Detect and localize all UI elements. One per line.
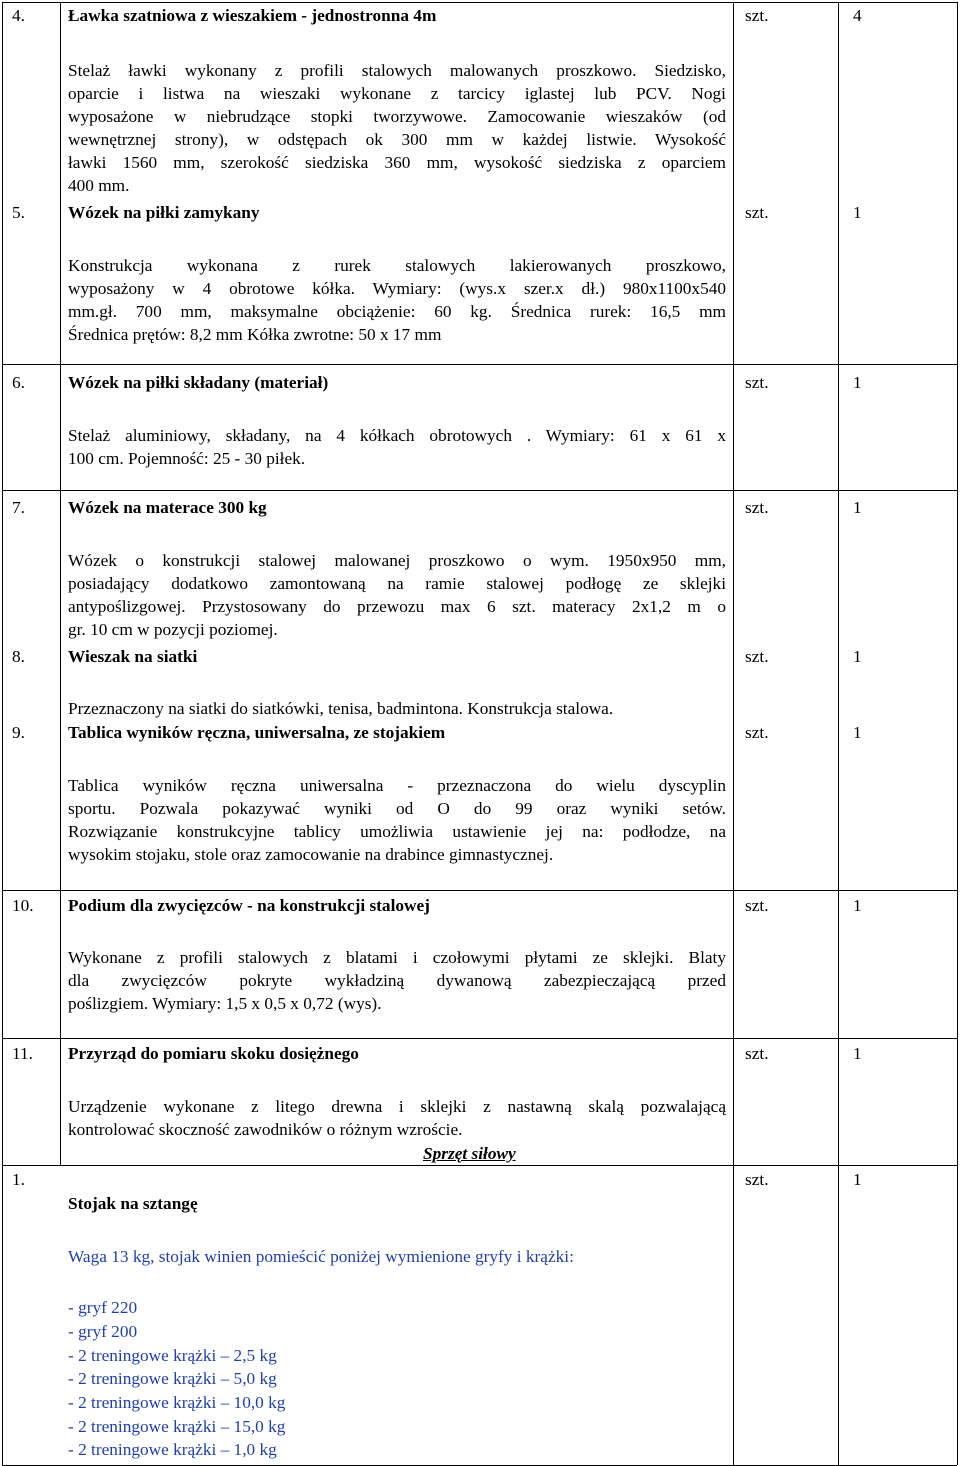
item-unit: szt. — [745, 373, 769, 392]
item-description-line: antypoślizgowej. Przystosowany do przewozu max 6 szt. materacy 2x1,2 m o — [68, 597, 726, 616]
table-divider-unit — [733, 2, 734, 1465]
item-description-line: Rozwiązanie konstrukcyjne tablicy umożliwia ustawienie jej na: podłodze, na — [68, 822, 726, 841]
item-number: 4. — [12, 6, 25, 25]
item-description-line: Przeznaczony na siatki do siatkówki, tenisa, badmintona. Konstrukcja stalowa. — [68, 699, 614, 718]
item-number: 7. — [12, 498, 25, 517]
item-description-line: sportu. Pozwala pokazywać wyniki od O do 99 oraz wyniki setów. — [68, 799, 726, 818]
item-unit: szt. — [745, 498, 769, 517]
item-description-line: ławki 1560 mm, szerokość siedziska 360 mm, wysokość siedziska z oparciem — [68, 153, 726, 172]
section-title: Sprzęt siłowy — [423, 1144, 516, 1163]
item-description-line: Wykonane z profili stalowych z blatami i czołowymi płytami ze sklejki. Blaty — [68, 948, 726, 967]
item-quantity: 1 — [853, 647, 862, 666]
item-description-line: 400 mm. — [68, 176, 130, 195]
item-number: 11. — [12, 1044, 33, 1063]
table-border-left — [2, 2, 3, 1465]
table-border-top — [2, 2, 957, 3]
list-item: - 2 treningowe krążki – 1,0 kg — [68, 1440, 277, 1459]
item-number: 6. — [12, 373, 25, 392]
item-description-line: oparcie i listwa na wieszaki wykonane z tarcicy iglastej lub PCV. Nogi — [68, 84, 726, 103]
item-number: 10. — [12, 896, 34, 915]
item-number: 1. — [12, 1170, 25, 1189]
list-item: - gryf 200 — [68, 1322, 138, 1341]
list-item: - 2 treningowe krążki – 5,0 kg — [68, 1369, 277, 1388]
item-description-line: dla zwycięzców pokryte wykładziną dywanową zabezpieczającą przed — [68, 971, 726, 990]
item-description-line: gr. 10 cm w pozycji poziomej. — [68, 620, 278, 639]
item-description-line: mm.gł. 700 mm, maksymalne obciążenie: 60 kg. Średnica rurek: 16,5 mm — [68, 302, 726, 321]
table-divider-number — [60, 2, 61, 1165]
item-title: Tablica wyników ręczna, uniwersalna, ze stojakiem — [68, 723, 446, 742]
item-number: 5. — [12, 203, 25, 222]
item-title: Ławka szatniowa z wieszakiem - jednostronna 4m — [68, 6, 437, 25]
item-description-line: 100 cm. Pojemność: 25 - 30 piłek. — [68, 449, 306, 468]
item-quantity: 1 — [853, 1170, 862, 1189]
item-unit: szt. — [745, 896, 769, 915]
item-unit: szt. — [745, 6, 769, 25]
item-title: Stojak na sztangę — [68, 1194, 198, 1213]
item-quantity: 1 — [853, 498, 862, 517]
item-quantity: 4 — [853, 6, 862, 25]
item-description-line: wyposażony w 4 obrotowe kółka. Wymiary: (wys.x szer.x dł.) 980x1100x540 — [68, 279, 726, 298]
item-description-line: Wózek o konstrukcji stalowej malowanej proszkowo o wym. 1950x950 mm, — [68, 551, 726, 570]
item-title: Wózek na piłki zamykany — [68, 203, 260, 222]
item-description-line: wewnętrznej strony), w odstępach ok 300 mm w każdej listwie. Wysokość — [68, 130, 726, 149]
item-description-line: Średnica prętów: 8,2 mm Kółka zwrotne: 50 x 17 mm — [68, 325, 442, 344]
item-quantity: 1 — [853, 373, 862, 392]
item-title: Wózek na piłki składany (materiał) — [68, 373, 329, 392]
item-description-line: Stelaż aluminiowy, składany, na 4 kółkach obrotowych . Wymiary: 61 x 61 x — [68, 426, 726, 445]
item-quantity: 1 — [853, 1044, 862, 1063]
item-description-line: kontrolować skoczność zawodników o różnym wzroście. — [68, 1120, 463, 1139]
item-description-line: wysokim stojaku, stole oraz zamocowanie na drabince gimnastycznej. — [68, 845, 554, 864]
row-separator — [2, 490, 957, 491]
list-item: - gryf 220 — [68, 1298, 138, 1317]
item-description-line: Urządzenie wykonane z litego drewna i sklejki z nastawną skalą pozwalającą — [68, 1097, 726, 1116]
row-separator — [2, 1038, 957, 1039]
item-number: 8. — [12, 647, 25, 666]
row-separator — [2, 364, 957, 365]
item-title: Wózek na materace 300 kg — [68, 498, 267, 517]
item-quantity: 1 — [853, 723, 862, 742]
item-description-line: Konstrukcja wykonana z rurek stalowych lakierowanych proszkowo, — [68, 256, 726, 275]
table-divider-qty — [838, 2, 839, 1465]
item-unit: szt. — [745, 1044, 769, 1063]
item-intro: Waga 13 kg, stojak winien pomieścić poniżej wymienione gryfy i krążki: — [68, 1247, 574, 1266]
item-title: Wieszak na siatki — [68, 647, 198, 666]
item-description-line: wyposażone w niebrudzące stopki tworzywowe. Zamocowanie wieszaków (od — [68, 107, 726, 126]
item-unit: szt. — [745, 723, 769, 742]
row-separator — [2, 1165, 957, 1166]
item-title: Podium dla zwycięzców - na konstrukcji stalowej — [68, 896, 430, 915]
list-item: - 2 treningowe krążki – 15,0 kg — [68, 1417, 286, 1436]
row-separator — [2, 890, 957, 891]
item-description-line: Stelaż ławki wykonany z profili stalowych malowanych proszkowo. Siedzisko, — [68, 61, 726, 80]
item-quantity: 1 — [853, 896, 862, 915]
item-quantity: 1 — [853, 203, 862, 222]
item-unit: szt. — [745, 647, 769, 666]
table-border-right — [957, 2, 958, 1465]
list-item: - 2 treningowe krążki – 10,0 kg — [68, 1393, 286, 1412]
list-item: - 2 treningowe krążki – 2,5 kg — [68, 1346, 277, 1365]
item-unit: szt. — [745, 1170, 769, 1189]
item-title: Przyrząd do pomiaru skoku dosiężnego — [68, 1044, 359, 1063]
item-number: 9. — [12, 723, 25, 742]
item-description-line: poślizgiem. Wymiary: 1,5 x 0,5 x 0,72 (wys). — [68, 994, 382, 1013]
item-description-line: Tablica wyników ręczna uniwersalna - przeznaczona do wielu dyscyplin — [68, 776, 726, 795]
item-unit: szt. — [745, 203, 769, 222]
item-description-line: posiadający dodatkowo zamontowaną na ramie stalowej podłogę ze sklejki — [68, 574, 726, 593]
